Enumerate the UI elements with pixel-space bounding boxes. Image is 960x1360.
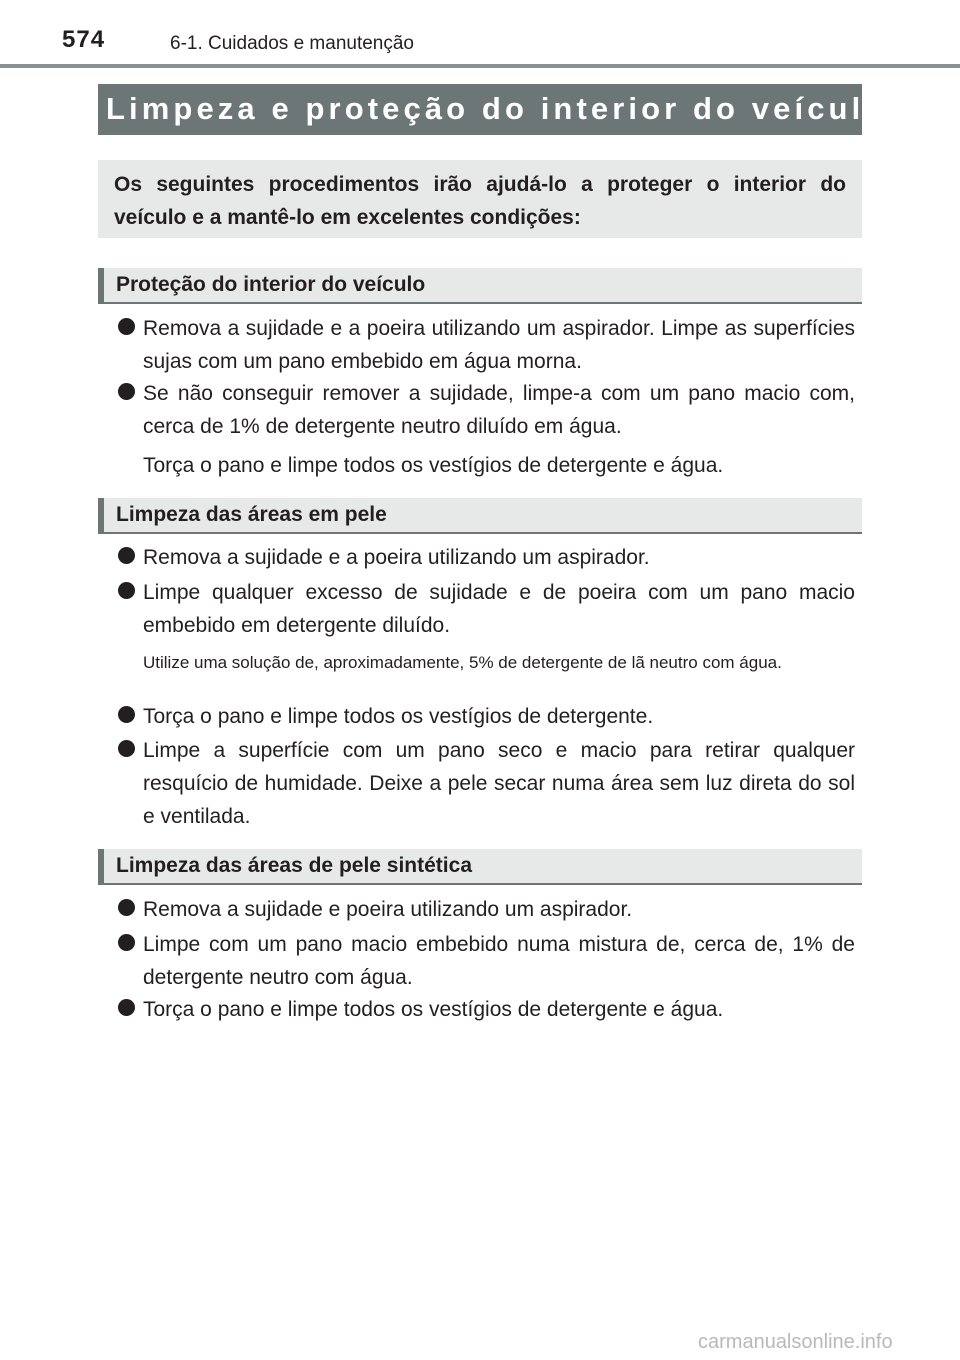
page-header — [0, 0, 960, 70]
bullet-text: Limpe com um pano macio embebido numa mistura de, cerca de, 1% de detergente neutro com água. — [143, 933, 855, 989]
bullet-text: Remova a sujidade e poeira utilizando um aspirador. — [143, 898, 633, 921]
bullet-icon — [118, 706, 135, 723]
watermark: carmanualsonline.info — [698, 1331, 893, 1353]
list-item — [118, 734, 855, 833]
list-item — [118, 700, 855, 733]
bullet-text: Torça o pano e limpe todos os vestígios de detergente. — [143, 705, 654, 728]
bullet-icon — [118, 318, 135, 335]
bullet-icon — [118, 999, 135, 1016]
header-divider — [0, 64, 960, 68]
section-title: Limpeza das áreas em pele — [116, 503, 387, 526]
page-number: 574 — [62, 26, 106, 53]
section-title: Proteção do interior do veículo — [116, 273, 426, 296]
bullet-icon — [118, 383, 135, 400]
section-header-vehicle-interior-protection — [98, 268, 862, 304]
bullet-text: Limpe qualquer excesso de sujidade e de poeira com um pano macio embebido em detergente diluído. — [143, 581, 855, 637]
bullet-icon — [118, 582, 135, 599]
bullet-icon — [118, 934, 135, 951]
main-title-bar — [98, 84, 888, 135]
note-text: Utilize uma solução de, aproximadamente, 5% de detergente de lã neutro com água. — [143, 653, 782, 672]
section-header-leather-cleaning — [98, 498, 862, 534]
main-title: Limpeza e proteção do interior do veículo — [106, 91, 888, 126]
bullet-icon — [118, 740, 135, 757]
list-item — [118, 893, 855, 926]
list-item — [118, 993, 855, 1026]
list-item — [118, 377, 855, 443]
list-item — [118, 576, 855, 642]
intro-box — [98, 160, 862, 238]
bullet-text: Remova a sujidade e a poeira utilizando um aspirador. Limpe as superfícies sujas com um pano embebido em água morna. — [143, 317, 855, 373]
intro-text: Os seguintes procedimentos irão ajudá-lo a proteger o interior do veículo e a mantê-lo em excelentes condições: — [114, 173, 846, 229]
paragraph: Torça o pano e limpe todos os vestígios de detergente e água. — [143, 454, 724, 477]
section-title: Limpeza das áreas de pele sintética — [116, 854, 472, 877]
bullet-icon — [118, 547, 135, 564]
bullet-text: Torça o pano e limpe todos os vestígios de detergente e água. — [143, 998, 724, 1021]
list-item — [118, 312, 855, 378]
section-path: 6-1. Cuidados e manutenção — [170, 33, 414, 54]
list-item — [118, 541, 855, 574]
bullet-text: Se não conseguir remover a sujidade, limpe-a com um pano macio com, cerca de 1% de detergente neutro diluído em água. — [143, 382, 855, 438]
bullet-icon — [118, 899, 135, 916]
bullet-text: Remova a sujidade e a poeira utilizando um aspirador. — [143, 546, 650, 569]
bullet-text: Limpe a superfície com um pano seco e macio para retirar qualquer resquício de humidade. Deixe a pele secar numa área sem luz direta do sol e ventilada. — [143, 739, 855, 828]
section-header-synthetic-leather-cleaning — [98, 849, 862, 885]
list-item — [118, 928, 855, 994]
